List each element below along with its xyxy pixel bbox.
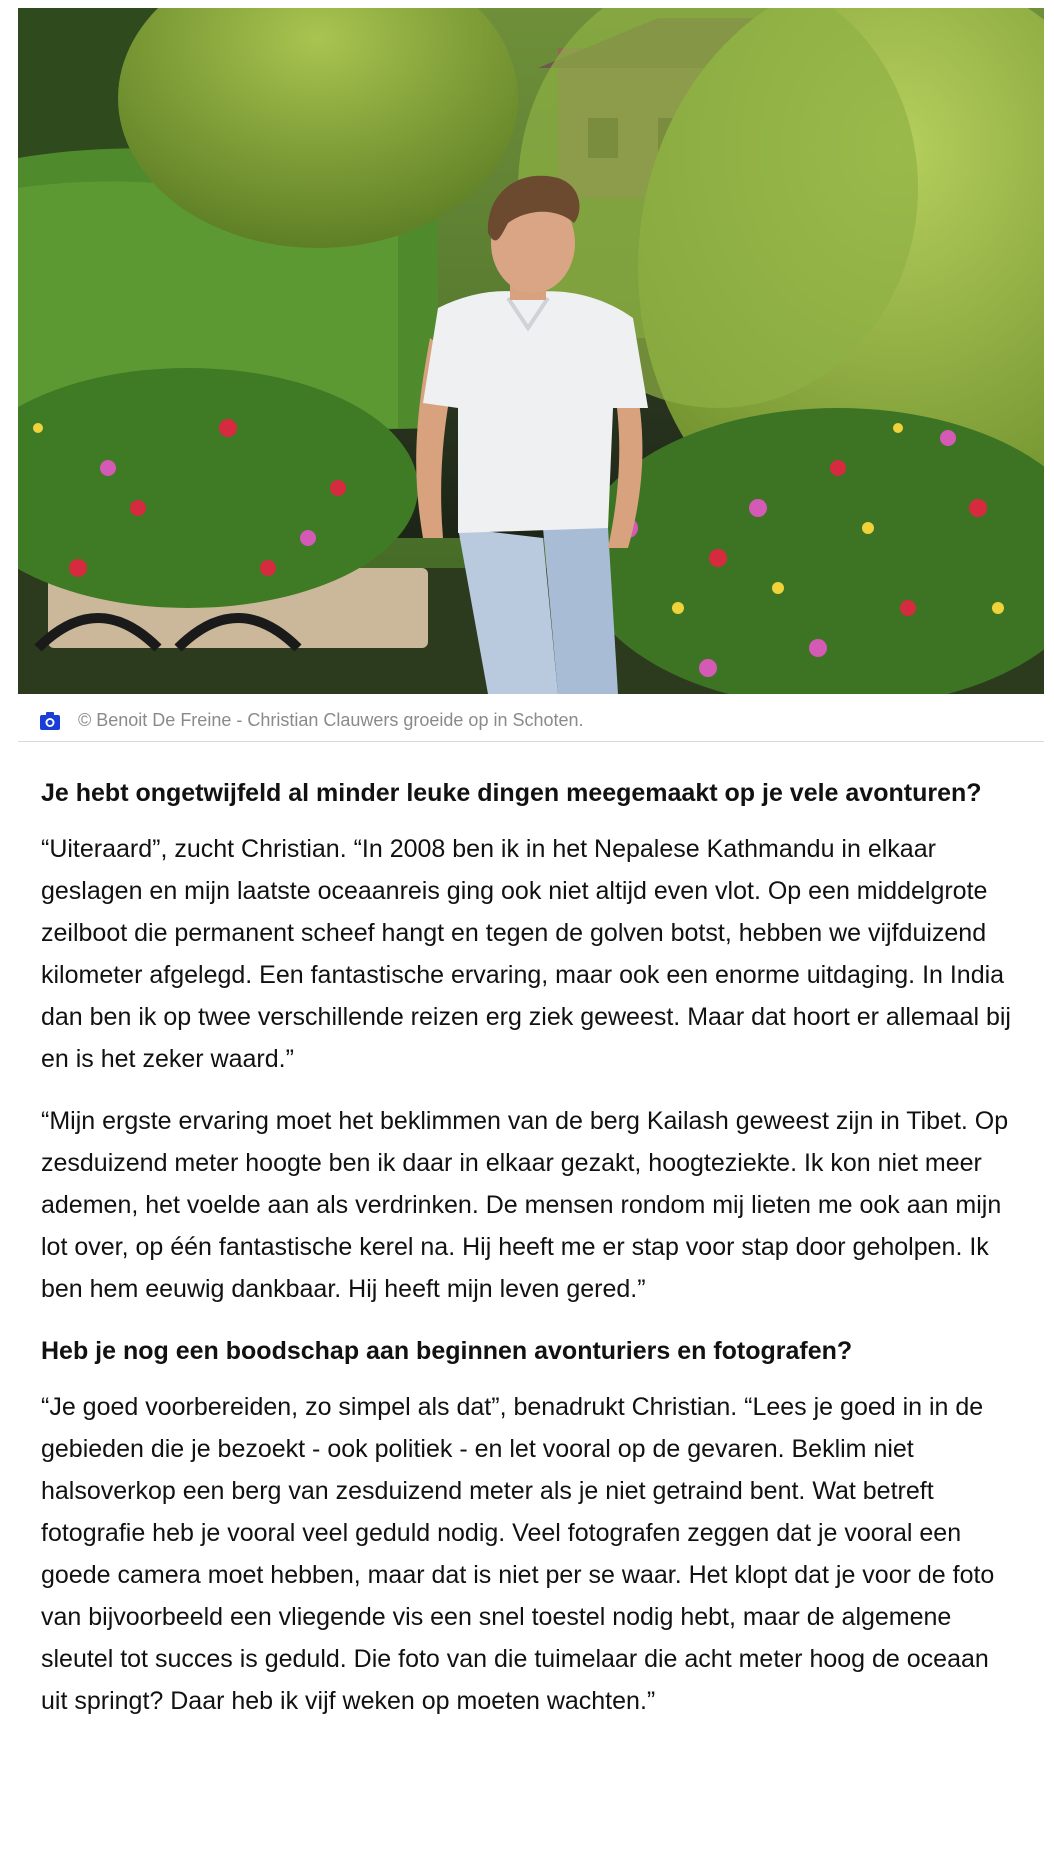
photo-illustration <box>18 8 1044 694</box>
caption-text: © Benoit De Freine - Christian Clauwers groeide op in Schoten. <box>78 710 584 730</box>
article-body <box>41 772 1021 1742</box>
answer-paragraph: “Je goed voorbereiden, zo simpel als dat”, benadrukt Christian. “Lees je goed in in de gebieden die je bezoekt - ook politiek - en let vooral op de gevaren. Beklim niet halsoverkop een berg van zesduizend meter als je niet getraind bent. Wat betreft fotografie heb je vooral veel geduld nodig. Veel fotografen zeggen dat je vooral een goede camera moet hebben, maar dat is niet per se waar. Het klopt dat je voor de foto van bijvoorbeeld een vliegende vis een snel toestel nodig hebt, maar de algemene sleutel tot succes is geduld. Die foto van die tuimelaar die acht meter hoog de oceaan uit springt? Daar heb ik vijf weken op moeten wachten.” <box>41 1393 995 1715</box>
camera-icon <box>38 709 62 733</box>
answer-paragraph: “Mijn ergste ervaring moet het beklimmen van de berg Kailash geweest zijn in Tibet. Op zesduizend meter hoogte ben ik daar in elkaar gezakt, hoogteziekte. Ik kon niet meer ademen, het voelde aan als verdrinken. De mensen rondom mij lieten me ook aan mijn lot over, op één fantastische kerel na. Hij heeft me er stap voor stap door geholpen. Ik ben hem eeuwig dankbaar. Hij heeft mijn leven gered.” <box>41 1107 1009 1303</box>
interview-question: Je hebt ongetwijfeld al minder leuke dingen meegemaakt op je vele avonturen? <box>41 779 982 807</box>
article-photo[interactable] <box>18 8 1044 694</box>
interview-question: Heb je nog een boodschap aan beginnen avonturiers en fotografen? <box>41 1337 853 1365</box>
answer-paragraph: “Uiteraard”, zucht Christian. “In 2008 ben ik in het Nepalese Kathmandu in elkaar geslagen en mijn laatste oceaanreis ging ook niet altijd even vlot. Op een middelgrote zeilboot die permanent scheef hangt en tegen de golven botst, hebben we vijfduizend kilometer afgelegd. Een fantastische ervaring, maar ook een enorme uitdaging. In India dan ben ik op twee verschillende reizen erg ziek geweest. Maar dat hoort er allemaal bij en is het zeker waard.” <box>41 835 1011 1073</box>
photo-caption <box>18 700 1044 742</box>
